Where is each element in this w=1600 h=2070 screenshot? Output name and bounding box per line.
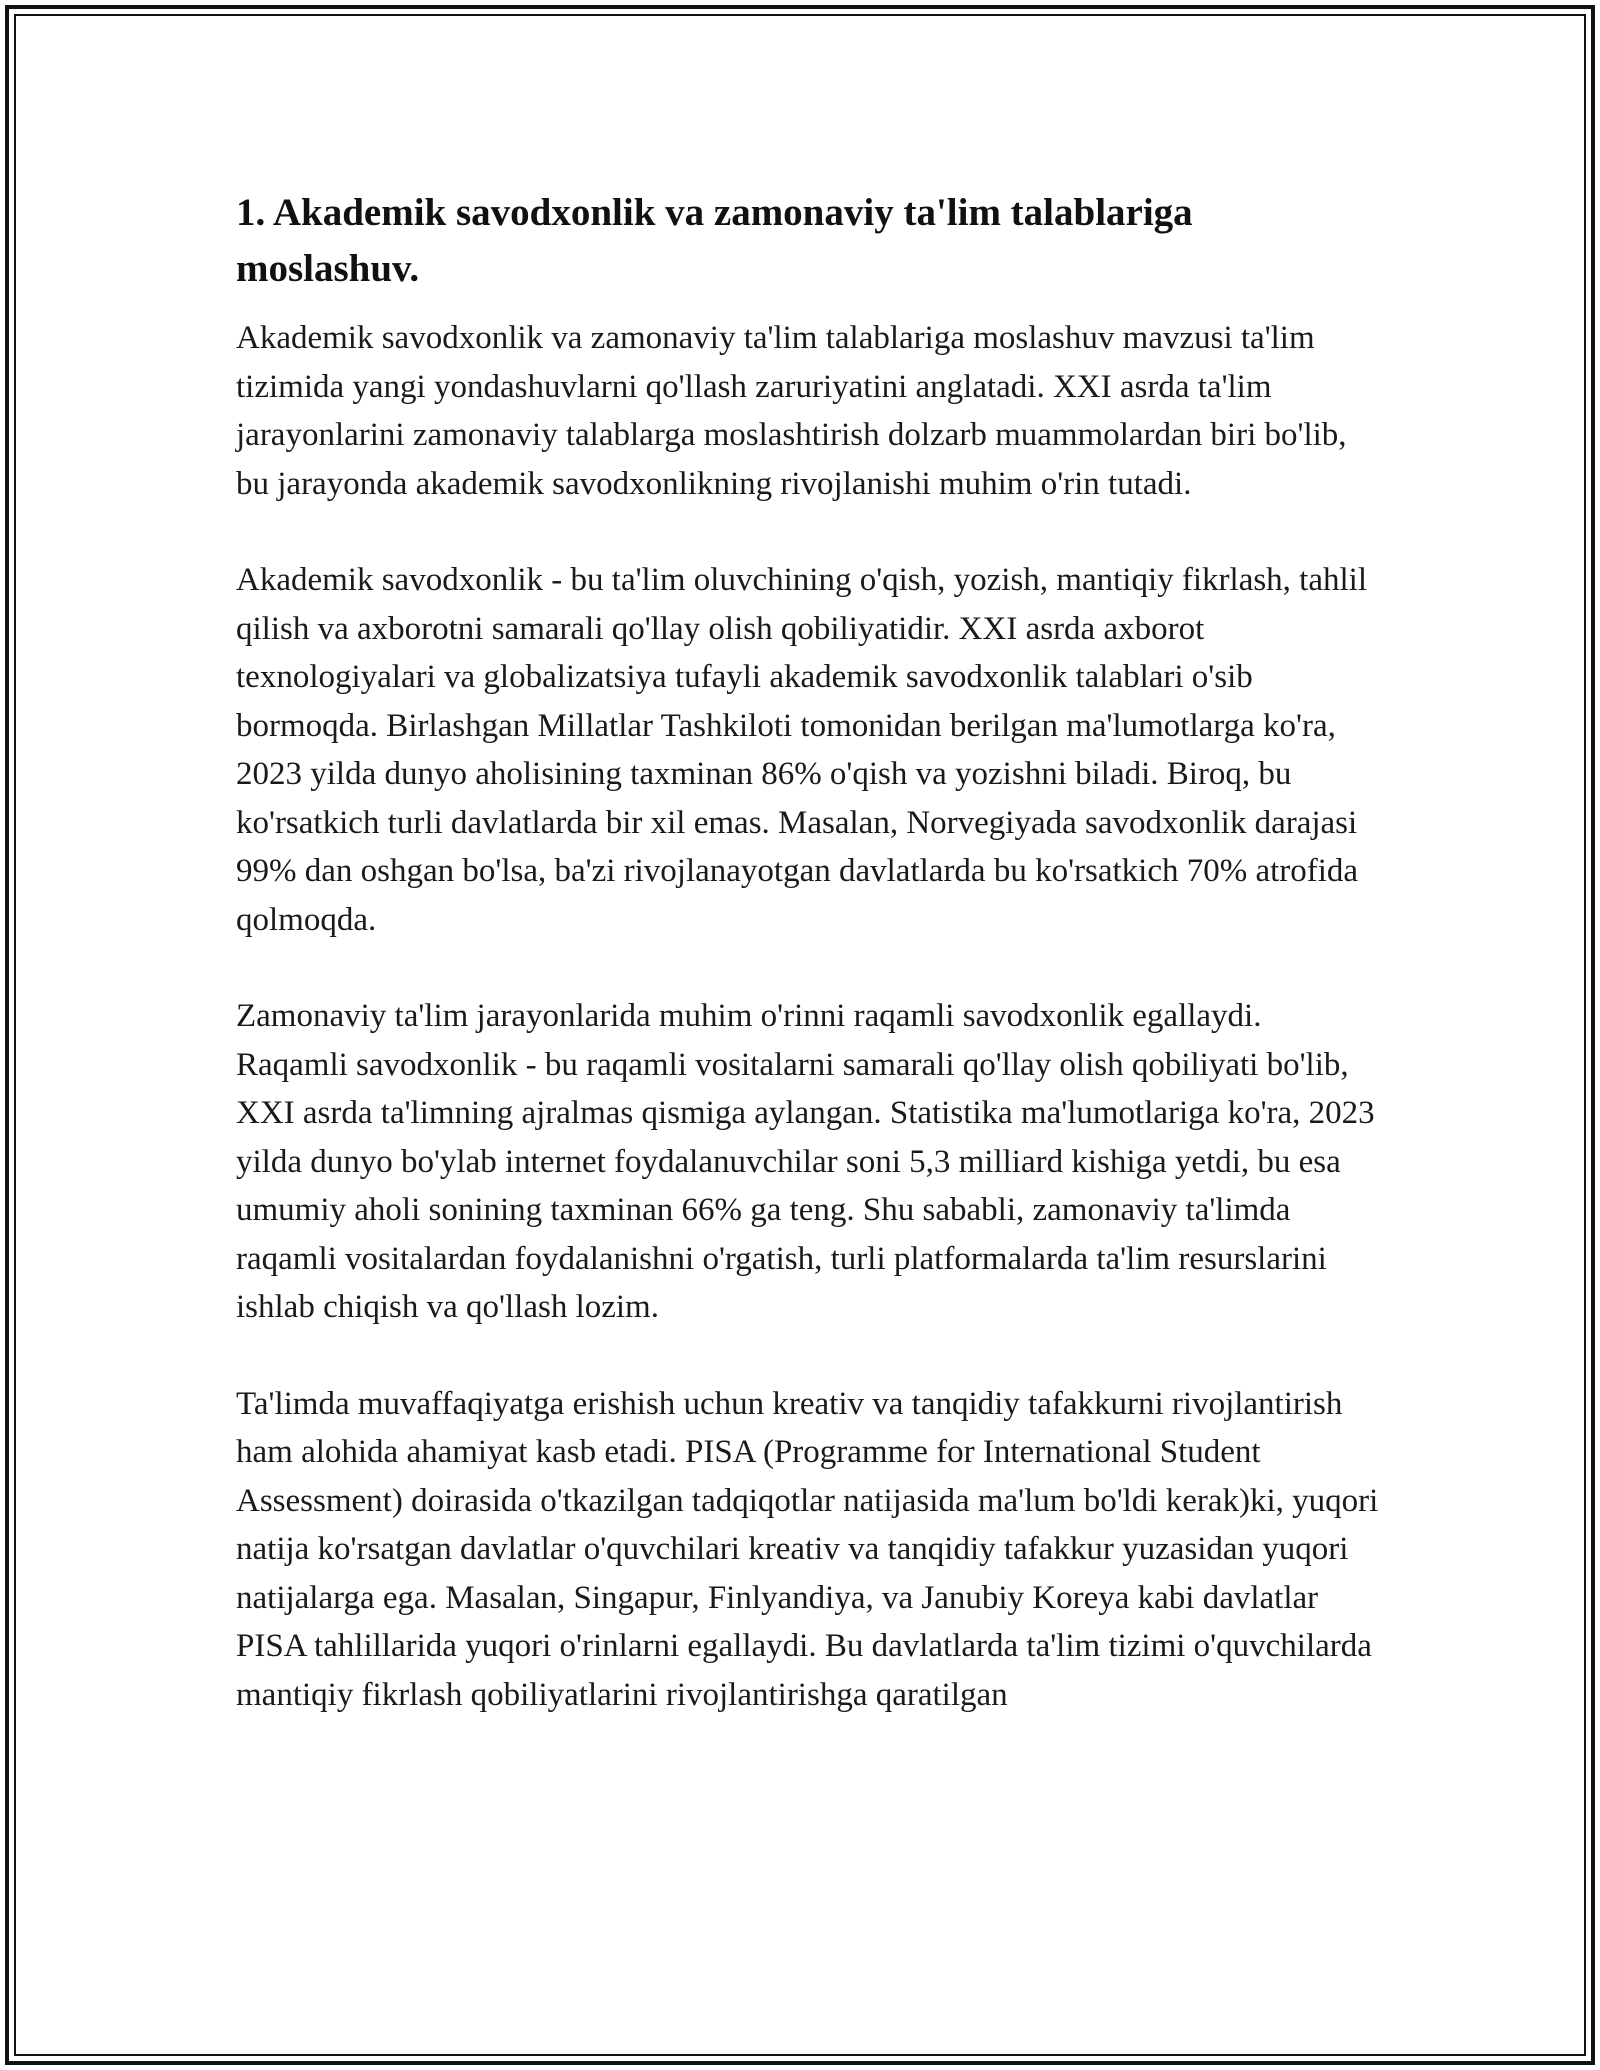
paragraph-academic-literacy: Akademik savodxonlik - bu ta'lim oluvchining o'qish, yozish, mantiqiy fikrlash, tahlil qilish va axborotni samarali qo'llay olish qobiliyatidir. XXI asrda axborot texnologiyalari va globalizatsiya tufayli akademik savodxonlik talablari o'sib bormoqda. Birlashgan Millatlar Tashkiloti tomonidan berilgan ma'lumotlarga ko'ra, 2023 yilda dunyo aholisining taxminan 86% o'qish va yozishni biladi. Biroq, bu ko'rsatkich turli davlatlarda bir xil emas. Masalan, Norvegiyada savodxonlik darajasi 99% dan oshgan bo'lsa, ba'zi rivojlanayotgan davlatlarda bu ko'rsatkich 70% atrofida qolmoqda. bbox=[236, 562, 1368, 938]
document-body bbox=[236, 185, 1381, 1767]
paragraph-digital-literacy: Zamonaviy ta'lim jarayonlarida muhim o'rinni raqamli savodxonlik egallaydi. Raqamli savodxonlik - bu raqamli vositalarni samarali qo'llay olish qobiliyati bo'lib, XXI asrda ta'limning ajralmas qismiga aylangan. Statistika ma'lumotlariga ko'ra, 2023 yilda dunyo bo'ylab internet foydalanuvchilar soni 5,3 milliard kishiga yetdi, bu esa umumiy aholi sonining taxminan 66% ga teng. Shu sababli, zamonaviy ta'limda raqamli vositalardan foydalanishni o'rgatish, turli platformalarda ta'lim resurslarini ishlab chiqish va qo'llash lozim. bbox=[236, 998, 1375, 1325]
paragraph-critical-thinking: Ta'limda muvaffaqiyatga erishish uchun kreativ va tanqidiy tafakkurni rivojlantirish ham alohida ahamiyat kasb etadi. PISA (Programme for International Student Assessment) doirasida o'tkazilgan tadqiqotlar natijasida ma'lum bo'ldi kerak)ki, yuqori natija ko'rsatgan davlatlar o'quvchilari kreativ va tanqidiy tafakkur yuzasidan yuqori natijalarga ega. Masalan, Singapur, Finlyandiya, va Janubiy Koreya kabi davlatlar PISA tahlillarida yuqori o'rinlarni egallaydi. Bu davlatlarda ta'lim tizimi o'quvchilarda mantiqiy fikrlash qobiliyatlarini rivojlantirishga qaratilgan bbox=[236, 1385, 1379, 1713]
section-heading: 1. Akademik savodxonlik va zamonaviy ta'lim talablariga moslashuv. bbox=[236, 191, 1193, 290]
paragraph-intro: Akademik savodxonlik va zamonaviy ta'lim talablariga moslashuv mavzusi ta'lim tizimida yangi yondashuvlarni qo'llash zaruriyatini anglatadi. XXI asrda ta'lim jarayonlarini zamonaviy talablarga moslashtirish dolzarb muammolardan biri bo'lib, bu jarayonda akademik savodxonlikning rivojlanishi muhim o'rin tutadi. bbox=[236, 320, 1347, 502]
